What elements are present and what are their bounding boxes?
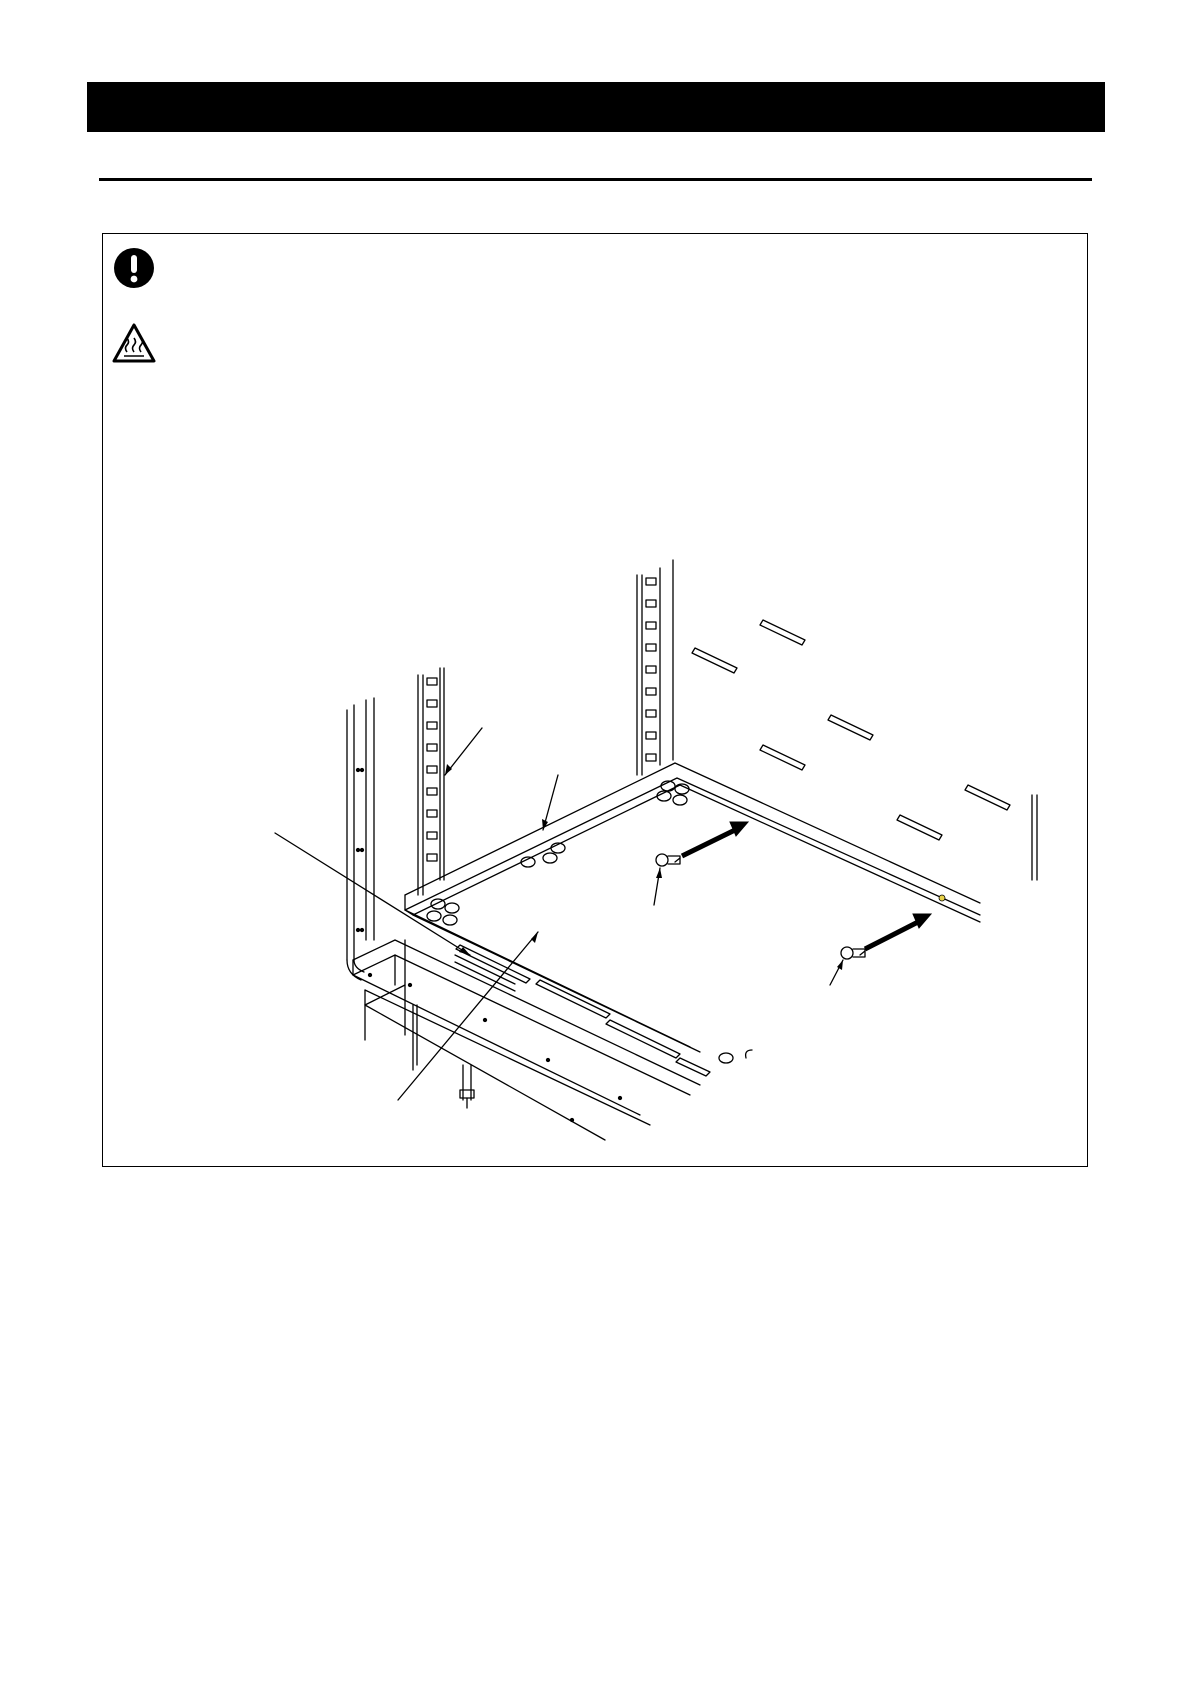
bottom-panel (405, 763, 980, 1063)
front-base-channel (353, 940, 710, 1140)
screw-right (841, 947, 865, 959)
right-mounting-rail (637, 560, 673, 775)
rear-wall-slots (692, 620, 1037, 880)
leader-line-left (275, 833, 470, 955)
screw-left (656, 854, 680, 866)
insert-arrows (682, 822, 931, 949)
left-mounting-rail (418, 668, 444, 895)
cabinet-left-side (347, 698, 374, 980)
